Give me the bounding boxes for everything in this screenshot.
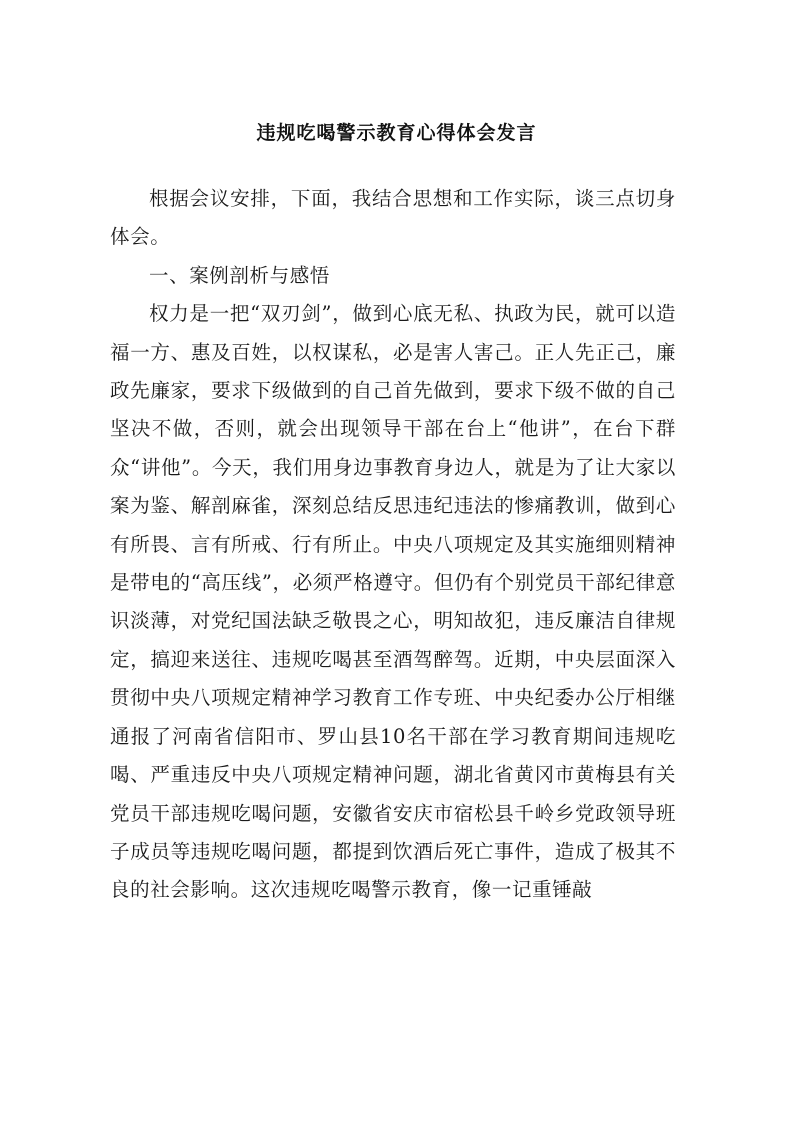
document-title: 违规吃喝警示教育心得体会发言 — [256, 122, 537, 144]
document-body — [110, 180, 676, 910]
paragraph-case-analysis: 权力是一把“双刃剑”，做到心底无私、执政为民，就可以造福一方、惠及百姓，以权谋私，必是害人害己。正人先正己，廉政先廉家，要求下级做到的自己首先做到，要求下级不做的自己坚决不做，否则，就会出现领导干部在台上“他讲”，在台下群众“讲他”。今天，我们用身边事教育身边人，就是为了让大家以案为鉴、解剖麻雀，深刻总结反思违纪违法的惨痛教训，做到心有所畏、言有所戒、行有所止。中央八项规定及其实施细则精神是带电的“高压线”，必须严格遵守。但仍有个别党员干部纪律意识淡薄，对党纪国法缺乏敬畏之心，明知故犯，违反廉洁自律规定，搞迎来送往、违规吃喝甚至酒驾醉驾。近期，中央层面深入贯彻中央八项规定精神学习教育工作专班、中央纪委办公厅相继通报了河南省信阳市、罗山县10名干部在学习教育期间违规吃喝、严重违反中央八项规定精神问题，湖北省黄冈市黄梅县有关党员干部违规吃喝问题，安徽省安庆市宿松县千岭乡党政领导班子成员等违规吃喝问题，都提到饮酒后死亡事件，造成了极其不良的社会影响。这次违规吃喝警示教育，像一记重锤敲 — [110, 302, 676, 902]
section-heading: 一、案例剖析与感悟 — [149, 263, 330, 287]
paragraph-intro: 根据会议安排，下面，我结合思想和工作实际，谈三点切身体会。 — [110, 187, 676, 249]
